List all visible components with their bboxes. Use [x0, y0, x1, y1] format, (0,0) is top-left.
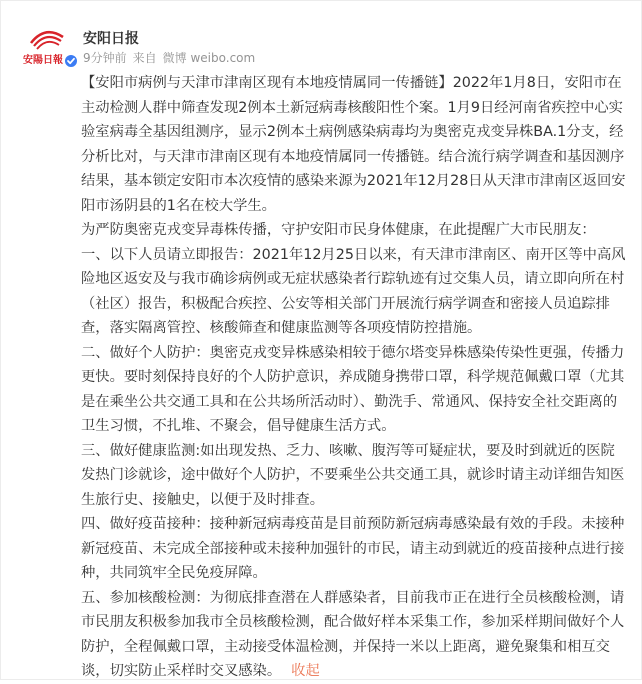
post-source[interactable]: 微博 weibo.com [162, 51, 256, 65]
paragraph-last [81, 586, 627, 684]
paragraph: 四、做好疫苗接种：接种新冠病毒疫苗是目前预防新冠病毒感染最有效的手段。未接种新冠疫苗、未完成全部接种或未接种加强针的市民，请主动到就近的疫苗接种点进行接种，共同筑牢全民免疫屏障。 [81, 516, 625, 581]
post-meta [83, 49, 261, 66]
logo-lettering: 安陽日報 [23, 55, 63, 66]
paragraph: 一、以下人员请立即报告：2021年12月25日以来，有天津市津南区、南开区等中高风险地区返安及与我市确诊病例或无症状感染者行踪轨迹有过交集人员，请立即向所在村（社区）报告，积极配合疾控、公安等相关部门开展流行病学调查和密接人员追踪排查，落实隔离管控、核酸筛查和健康监测等各项疫情防控措施。 [81, 246, 626, 336]
post-header [17, 25, 617, 69]
paragraph: 为严防奥密克戎变异毒株传播，守护安阳市民身体健康，在此提醒广大市民朋友： [81, 222, 596, 238]
paragraph: 三、做好健康监测:如出现发热、乏力、咳嗽、腹泻等可疑症状，要及时到就近的医院发热门诊就诊，途中做好个人防护，不要乘坐公共交通工具，就诊时请主动详细告知医生旅行史、接触史，以便于及时排查。 [81, 442, 625, 508]
verified-badge-icon [63, 53, 79, 69]
paragraph: 五、参加核酸检测：为彻底排查潜在人群感染者，目前我市正在进行全员核酸检测，请市民朋友积极参加我市全员核酸检测，配合做好样本采集工作，参加采样期间做好个人防护，全程佩戴口罩，主动接受体温检测，并保持一米以上距离，避免聚集和相互交谈，切实防止采样时交叉感染。 [81, 589, 625, 679]
paragraph: 【安阳市病例与天津市津南区现有本地疫情属同一传播链】2022年1月8日，安阳市在主动检测人群中筛查发现2例本土新冠病毒核酸阳性个案。1月9日经河南省疾控中心实验室病毒全基因组测序，显示2例本土病例感染病毒均为奥密克戎变异株BA.1分支，经分析比对，与天津市津南区现有本地疫情属同一传播链。结合流行病学调查和基因测序结果，基本锁定安阳市本次疫情的感染来源为2021年12月28日从天津市津南区返回安阳市汤阴县的1名在校大学生。 [81, 75, 626, 214]
avatar[interactable] [17, 25, 73, 69]
paragraph: 二、做好个人防护：奥密克戎变异株感染相较于德尔塔变异株感染传染性更强，传播力更快。要时刻保持良好的个人防护意识，养成随身携带口罩，科学规范佩戴口罩（尤其是在乘坐公共交通工具和在公共场所活动时）、勤洗手、常通风、保持安全社交距离的卫生习惯，不扎堆、不聚会，倡导健康生活方式。 [81, 344, 625, 434]
account-name[interactable]: 安阳日报 [83, 31, 139, 47]
collapse-link[interactable]: 收起 [291, 663, 320, 679]
source-prefix: 来自 [132, 51, 157, 65]
post-content [81, 71, 627, 684]
anyang-daily-logo-icon [23, 27, 67, 67]
post-time[interactable]: 9分钟前 [83, 51, 127, 65]
